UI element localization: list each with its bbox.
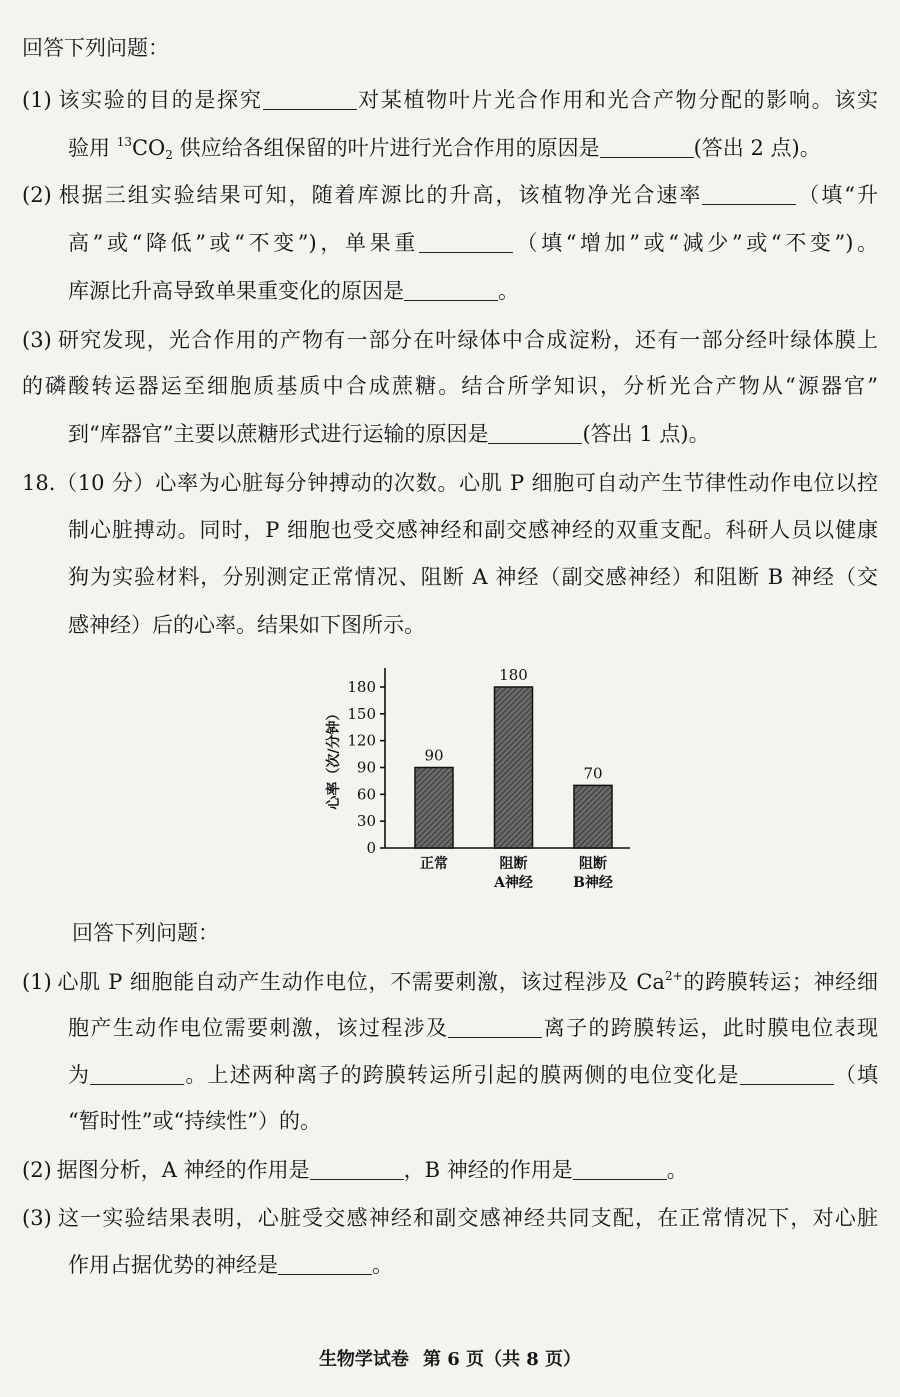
- q1-line-2: [68, 133, 878, 163]
- question-text: 。: [372, 1253, 393, 1277]
- answer-blank: [419, 230, 513, 253]
- data-label: 180: [499, 666, 528, 684]
- answer-blank: [448, 1015, 542, 1038]
- formula-text: CO: [131, 136, 166, 160]
- question-number: (1): [22, 88, 52, 112]
- heart-rate-bar-chart: [300, 650, 640, 900]
- prompt-text: 回答下列问题：: [22, 36, 169, 60]
- q18-stem-line-3: [68, 562, 878, 592]
- answer-prompt: [22, 33, 422, 63]
- x-tick-label: [573, 855, 613, 891]
- q18-sub3-line-2: [68, 1250, 878, 1280]
- answer-blank: [90, 1062, 184, 1085]
- x-tick-label: [420, 855, 448, 872]
- formula-subscript: 2: [165, 148, 173, 162]
- prompt-text: 回答下列问题：: [72, 921, 219, 945]
- q1-line-1: [22, 85, 878, 115]
- isotope-superscript: 13: [116, 135, 132, 149]
- question-text: (答出 2 点)。: [693, 136, 821, 160]
- bar-2: [495, 687, 533, 848]
- question-text: 心率为心脏每分钟搏动的次数。心肌 P 细胞可自动产生节律性动作电位以控: [155, 471, 878, 495]
- question-text: 据图分析，A 神经的作用是: [56, 1158, 310, 1182]
- q2-line-2: [68, 228, 878, 258]
- question-text: 为: [68, 1063, 91, 1087]
- answer-blank: [488, 421, 582, 444]
- q18-sub2-line-1: [22, 1155, 878, 1185]
- x-tick-label-line: B神经: [573, 875, 613, 891]
- question-text: 的磷酸转运器运至细胞质基质中合成蔗糖。结合所学知识，分析光合产物从“源器官”: [22, 374, 878, 398]
- y-tick-label: 90: [356, 758, 376, 777]
- y-axis-label: 心率（次/分钟）: [326, 706, 342, 810]
- answer-blank: [263, 87, 357, 110]
- question-text: 胞产生动作电位需要刺激，该过程涉及: [68, 1016, 449, 1040]
- q18-sub1-line-4: [68, 1106, 878, 1136]
- question-number: (1): [22, 970, 52, 994]
- question-text: 心肌 P 细胞能自动产生动作电位，不需要刺激，该过程涉及 Ca: [56, 970, 665, 994]
- q18-stem-line-4: [68, 610, 878, 640]
- y-tick-label: 120: [347, 731, 376, 750]
- question-text: 离子的跨膜转运，此时膜电位表现: [542, 1016, 878, 1040]
- question-text: 高”或“降低”或“不变”)，单果重: [68, 231, 419, 255]
- question-text: (答出 1 点)。: [582, 422, 710, 446]
- x-tick-label: [493, 855, 533, 891]
- question-text: （填: [833, 1063, 878, 1087]
- question-text: 。: [498, 279, 519, 303]
- bar-1: [415, 768, 453, 849]
- question-text: 制心脏搏动。同时，P 细胞也受交感神经和副交感神经的双重支配。科研人员以健康: [68, 518, 878, 542]
- question-text: 该实验的目的是探究: [56, 88, 263, 112]
- question-text: 研究发现，光合作用的产物有一部分在叶绿体中合成淀粉，还有一部分经叶绿体膜上: [56, 328, 878, 352]
- q3-line-2: [22, 371, 878, 401]
- footer-page-number: 第 6 页（共 8 页）: [422, 1349, 582, 1370]
- answer-blank: [740, 1062, 834, 1085]
- y-tick-label: 60: [356, 785, 376, 804]
- footer-subject: 生物学试卷: [318, 1349, 409, 1370]
- question-text: 的跨膜转运；神经细: [682, 970, 878, 994]
- y-tick-label: 0: [366, 839, 376, 857]
- q3-line-3: [68, 419, 878, 449]
- x-tick-label-line: 阻断: [499, 856, 528, 872]
- question-number: (2): [22, 183, 52, 207]
- question-number: (3): [22, 328, 52, 352]
- x-tick-label-line: 正常: [420, 856, 448, 872]
- y-tick-label: 150: [347, 704, 376, 723]
- question-text: 到“库器官”主要以蔗糖形式进行运输的原因是: [68, 422, 489, 446]
- q2-line-1: [22, 180, 878, 210]
- answer-blank: [702, 182, 796, 205]
- question-score: （10 分）: [55, 471, 156, 495]
- question-number: 18.: [22, 471, 56, 495]
- question-text: 。上述两种离子的跨膜转运所引起的膜两侧的电位变化是: [184, 1063, 740, 1087]
- page-footer: [0, 1345, 900, 1375]
- q18-sub1-line-1: [22, 967, 878, 997]
- x-tick-label-line: A神经: [494, 875, 533, 891]
- question-text: 根据三组实验结果可知，随着库源比的升高，该植物净光合速率: [56, 183, 703, 207]
- answer-prompt: [72, 918, 472, 948]
- question-text: ，B 神经的作用是: [403, 1158, 573, 1182]
- answer-blank: [278, 1252, 372, 1275]
- question-text: 库源比升高导致单果重变化的原因是: [68, 279, 404, 303]
- question-text: （填“增加”或“减少”或“不变”)。: [512, 231, 878, 255]
- ion-charge-superscript: 2+: [664, 969, 683, 983]
- q18-sub1-line-2: [68, 1013, 878, 1043]
- answer-blank: [573, 1157, 667, 1180]
- question-text: 狗为实验材料，分别测定正常情况、阻断 A 神经（副交感神经）和阻断 B 神经（交: [68, 565, 878, 589]
- answer-blank: [404, 278, 498, 301]
- q18-sub1-line-3: [68, 1060, 878, 1090]
- answer-blank: [600, 135, 694, 158]
- question-text: 验用: [68, 136, 117, 160]
- bar-3: [574, 785, 612, 848]
- y-tick-label: 30: [356, 812, 376, 831]
- question-number: (2): [22, 1158, 52, 1182]
- q18-stem-line-1: [22, 468, 878, 498]
- data-label: 90: [424, 746, 444, 765]
- question-text: 。: [666, 1158, 688, 1182]
- data-label: 70: [583, 764, 603, 783]
- question-text: 对某植物叶片光合作用和光合产物分配的影响。该实: [356, 88, 878, 112]
- question-text: 这一实验结果表明，心脏受交感神经和副交感神经共同支配，在正常情况下，对心脏: [56, 1206, 878, 1230]
- q18-stem-line-2: [68, 515, 878, 545]
- question-text: 作用占据优势的神经是: [68, 1253, 278, 1277]
- answer-blank: [310, 1157, 404, 1180]
- question-number: (3): [22, 1206, 52, 1230]
- question-text: “暂时性”或“持续性”）的。: [68, 1109, 321, 1133]
- x-tick-label-line: 阻断: [579, 856, 607, 872]
- question-text: 感神经）后的心率。结果如下图所示。: [68, 613, 425, 637]
- question-text: 供应给各组保留的叶片进行光合作用的原因是: [172, 136, 600, 160]
- q3-line-1: [22, 325, 878, 355]
- question-text: （填“升: [796, 183, 878, 207]
- q2-line-3: [68, 276, 878, 306]
- q18-sub3-line-1: [22, 1203, 878, 1233]
- y-tick-label: 180: [347, 678, 376, 696]
